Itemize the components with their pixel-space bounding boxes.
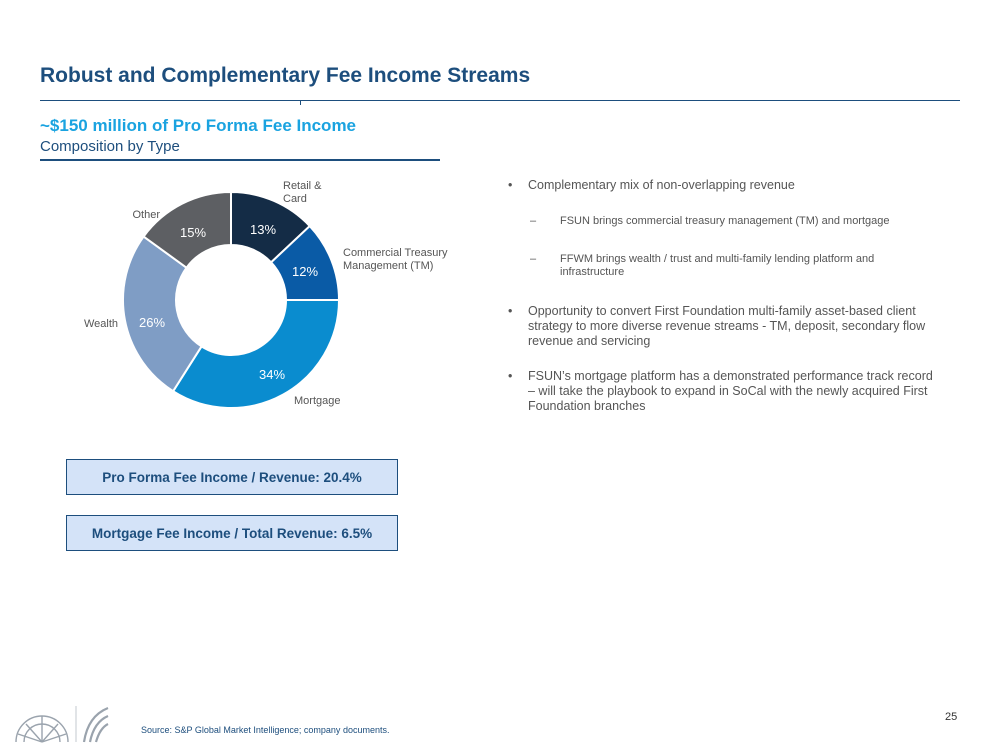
dash-icon: – bbox=[530, 253, 537, 265]
bullet-item-1 bbox=[508, 178, 933, 193]
slice-category-label-3: Mortgage bbox=[294, 395, 341, 407]
bullet-text: Complementary mix of non-overlapping revenue bbox=[528, 178, 795, 192]
slice-category-label-1: Retail & Card bbox=[283, 180, 322, 205]
bullet-icon: • bbox=[508, 304, 513, 318]
donut-slice-3 bbox=[173, 300, 339, 408]
mortgage-fee-income-box: Mortgage Fee Income / Total Revenue: 6.5% bbox=[66, 515, 398, 551]
slice-value-label-2: 12% bbox=[291, 264, 319, 279]
section-subtitle: ~$150 million of Pro Forma Fee Income bbox=[40, 116, 357, 135]
bullet-icon: • bbox=[508, 369, 513, 383]
sub-bullet-text: FFWM brings wealth / trust and multi-family lending platform and infrastructure bbox=[560, 253, 875, 278]
slide-title: Robust and Complementary Fee Income Streams bbox=[40, 64, 531, 87]
slice-value-label-3: 34% bbox=[258, 367, 286, 382]
slice-value-label-4: 26% bbox=[138, 315, 166, 330]
bullet-text: Opportunity to convert First Foundation multi-family asset-based client strategy to more diverse revenue streams - TM, deposit, secondary flow revenue and servicing bbox=[528, 304, 926, 348]
slice-value-label-5: 15% bbox=[179, 225, 207, 240]
bullet-item-2 bbox=[508, 304, 933, 349]
page-number: 25 bbox=[945, 711, 958, 723]
company-logos bbox=[12, 702, 112, 744]
bullet-icon: • bbox=[508, 178, 513, 192]
sunburst-logo-icon bbox=[16, 716, 68, 742]
fee-income-donut-chart bbox=[0, 0, 520, 440]
first-foundation-logo-icon bbox=[84, 708, 108, 742]
source-note: Source: S&P Global Market Intelligence; company documents. bbox=[141, 725, 390, 735]
sub-bullet-item-2 bbox=[508, 253, 933, 279]
pro-forma-fee-income-box: Pro Forma Fee Income / Revenue: 20.4% bbox=[66, 459, 398, 495]
bullet-item-3 bbox=[508, 369, 933, 414]
bullet-list bbox=[508, 178, 933, 414]
composition-label: Composition by Type bbox=[40, 138, 180, 155]
dash-icon: – bbox=[530, 215, 537, 227]
slice-category-label-4: Wealth bbox=[83, 318, 118, 330]
slice-category-label-5: Other bbox=[132, 209, 160, 221]
slice-value-label-1: 13% bbox=[249, 222, 277, 237]
slice-category-label-2: Commercial Treasury Management (TM) bbox=[343, 247, 448, 272]
bullet-text: FSUN’s mortgage platform has a demonstrated performance track record – will take the playbook to expand in SoCal with the newly acquired First Foundation branches bbox=[528, 369, 933, 413]
sub-bullet-item-1 bbox=[508, 215, 933, 228]
sub-bullet-text: FSUN brings commercial treasury management (TM) and mortgage bbox=[560, 215, 890, 227]
